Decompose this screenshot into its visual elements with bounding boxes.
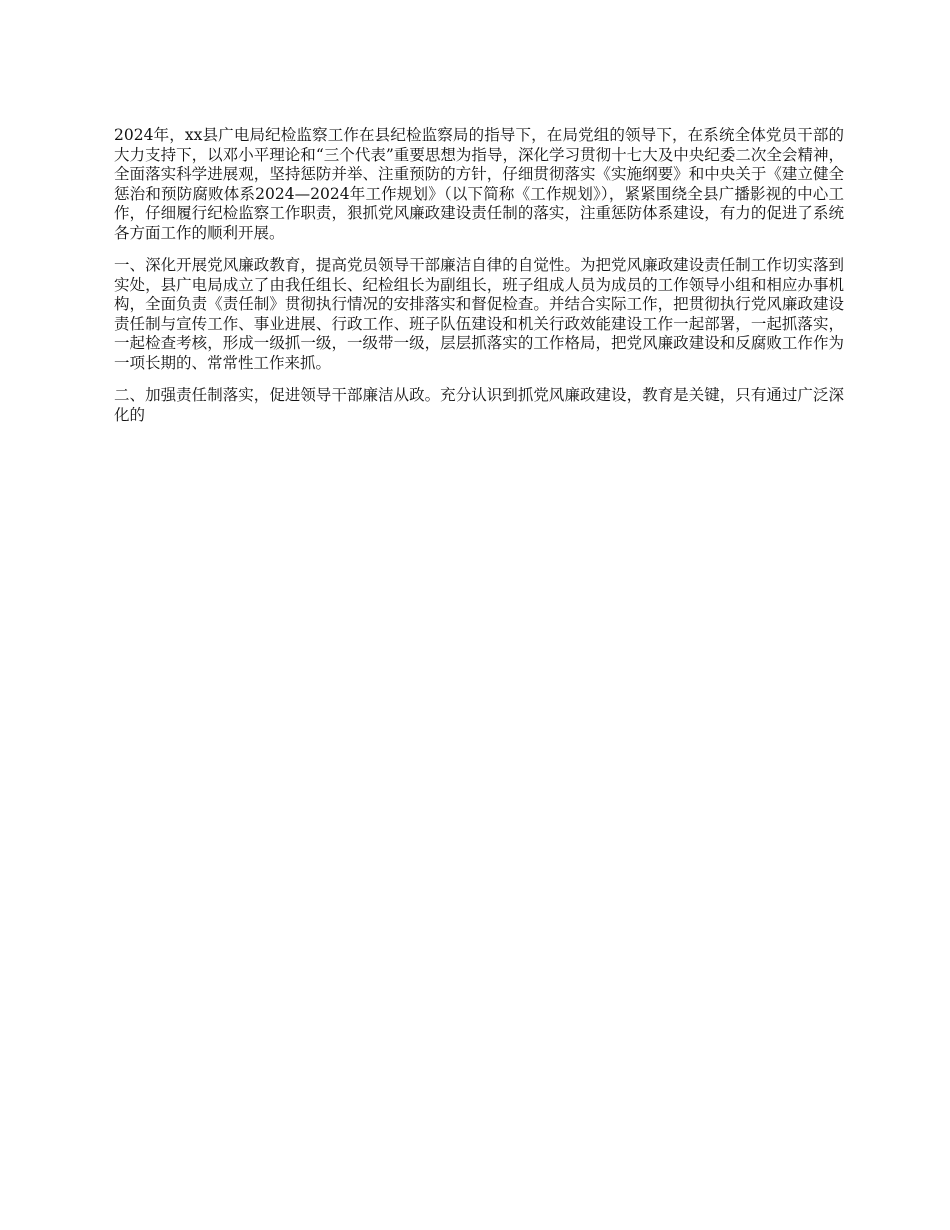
paragraph-intro: 2024年，xx县广电局纪检监察工作在县纪检监察局的指导下，在局党组的领导下，在系统全体党员干部的大力支持下，以邓小平理论和“三个代表”重要思想为指导，深化学习贯彻十七大及中央纪委二次全会精神，全面落实科学进展观，坚持惩防并举、注重预防的方针，仔细贯彻落实《实施纲要》和中央关于《建立健全惩治和预防腐败体系2024—2024年工作规划》（以下简称《工作规划》），紧紧围绕全县广播影视的中心工作，仔细履行纪检监察工作职责，狠抓党风廉政建设责任制的落实，注重惩防体系建设，有力的促进了系统各方面工作的顺利开展。 [114, 126, 844, 242]
paragraph-section-2: 二、加强责任制落实，促进领导干部廉洁从政。充分认识到抓党风廉政建设，教育是关键，只有通过广泛深化的 [114, 386, 844, 424]
paragraph-section-1: 一、深化开展党风廉政教育，提高党员领导干部廉洁自律的自觉性。为把党风廉政建设责任制工作切实落到实处，县广电局成立了由我任组长、纪检组长为副组长，班子组成人员为成员的工作领导小组和相应办事机构，全面负责《责任制》贯彻执行情况的安排落实和督促检查。并结合实际工作，把贯彻执行党风廉政建设责任制与宣传工作、事业进展、行政工作、班子队伍建设和机关行政效能建设工作一起部署，一起抓落实，一起检查考核，形成一级抓一级，一级带一级，层层抓落实的工作格局，把党风廉政建设和反腐败工作作为一项长期的、常常性工作来抓。 [114, 256, 844, 372]
document-body [114, 126, 844, 438]
